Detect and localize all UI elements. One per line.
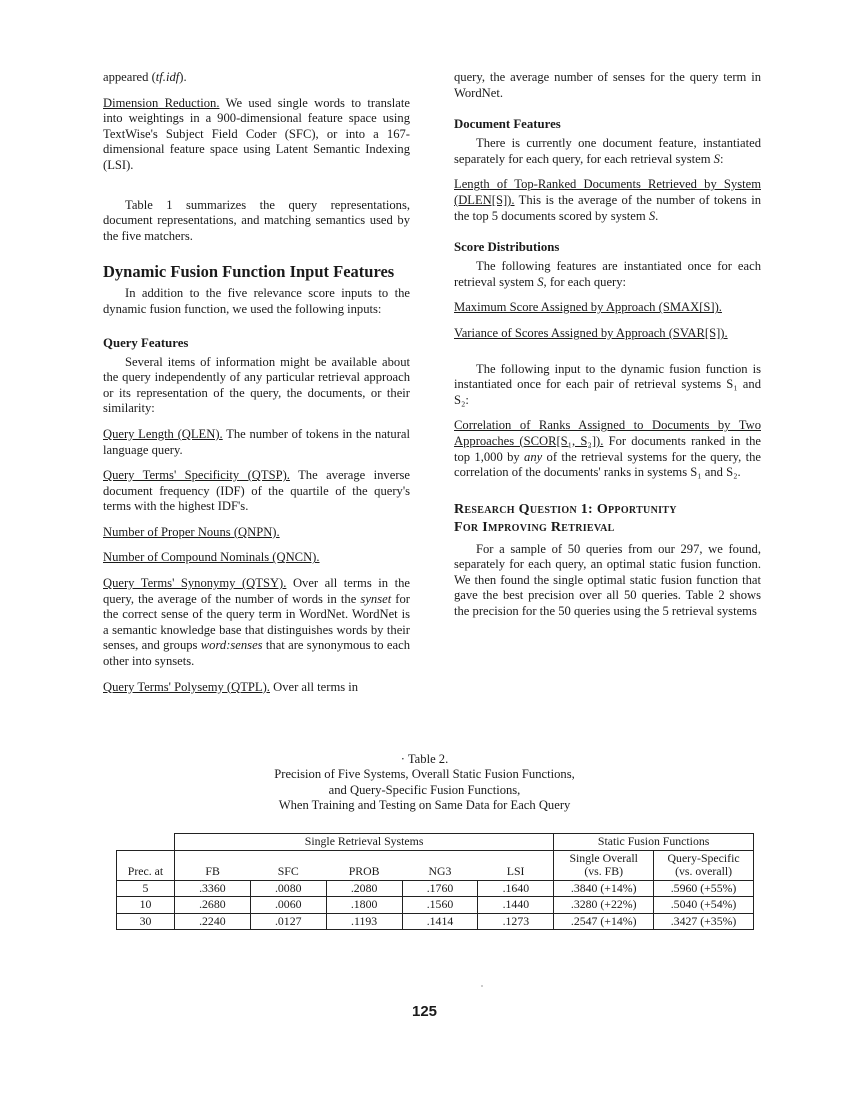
heading-score-distributions: Score Distributions xyxy=(454,240,560,255)
header-line: (vs. overall) xyxy=(675,864,733,878)
heading-query-features: Query Features xyxy=(103,335,189,350)
label-dimension-reduction: Dimension Reduction. xyxy=(103,95,220,110)
text: This is the average of the number of tokens in the top 5 documents scored by system xyxy=(454,192,761,223)
feature-smax: Maximum Score Assigned by Approach (SMAX[S]). xyxy=(454,300,722,315)
caption-line: and Query-Specific Fusion Functions, xyxy=(328,782,521,797)
feature-qtpl xyxy=(103,680,410,696)
paragraph-query-features: Several items of information might be available about the query independently of any particular retrieval approach or its representation of the query, the documents, or their similarity: xyxy=(103,354,410,416)
header-line: (vs. FB) xyxy=(584,864,624,878)
text: The following features are instantiated once for each retrieval system xyxy=(454,259,761,289)
header-query-specific xyxy=(654,850,754,880)
heading-research-question-1 xyxy=(454,501,761,537)
table-cell: .2547 (+14%) xyxy=(554,913,654,930)
table-cell: .2240 xyxy=(174,913,250,930)
header-line: Single Overall xyxy=(569,850,638,865)
feature-scor xyxy=(454,418,761,480)
text: The average inverse document frequency (IDF) of the quartile of the query's terms with the highest IDF's. xyxy=(103,468,411,514)
caption-line: · Table 2. xyxy=(400,752,449,766)
text: : xyxy=(719,151,724,166)
paragraph-tfidf xyxy=(103,70,410,86)
table-cell: .0080 xyxy=(250,880,326,897)
table-cell: .3427 (+35%) xyxy=(654,913,754,930)
group-single-retrieval: Single Retrieval Systems xyxy=(174,834,553,851)
table-cell: .2080 xyxy=(326,880,402,897)
paragraph-dimension-reduction xyxy=(103,96,410,174)
paragraph-qtpl-continued: query, the average number of senses for the query term in WordNet. xyxy=(454,70,761,100)
heading-line: Research Question 1: Opportunity xyxy=(454,501,677,517)
term-any: any xyxy=(524,449,543,464)
caption-line: Precision of Five Systems, Overall Static Fusion Functions, xyxy=(274,767,575,782)
text: appeared ( xyxy=(103,70,156,84)
table-cell: .1440 xyxy=(478,897,554,914)
label-scor: Correlation of Ranks Assigned to Documents by Two Approaches (SCOR[S₁, S₂]). xyxy=(454,418,761,448)
table-header-row xyxy=(117,850,754,880)
header-lsi: LSI xyxy=(478,850,554,880)
feature-dlen xyxy=(454,177,761,224)
heading-document-features: Document Features xyxy=(454,117,561,132)
text: for the correct sense of the query term in WordNet. WordNet is a semantic knowledge base that distinguishes words by their senses, and groups xyxy=(103,591,410,653)
text: that are synonymous to each other into synsets. xyxy=(103,638,410,669)
table-empty-cell xyxy=(117,834,175,851)
feature-qtsy xyxy=(103,576,410,670)
table-row xyxy=(117,913,754,930)
left-column xyxy=(103,70,410,705)
paragraph-document-features xyxy=(454,136,761,167)
var-s: S xyxy=(537,274,544,289)
text: ). xyxy=(179,70,187,84)
heading-dynamic-fusion: Dynamic Fusion Function Input Features xyxy=(103,262,395,282)
text: of the retrieval systems for the query, the correlation of the documents' ranks in systems S₁ and S₂. xyxy=(454,449,762,480)
table-row xyxy=(117,880,754,897)
text: , for each query: xyxy=(543,274,627,289)
text: The number of tokens in the natural language query. xyxy=(103,426,410,457)
label-qtsp: Query Terms' Specificity (QTSP). xyxy=(103,468,290,483)
heading-line: For Improving Retrieval xyxy=(454,519,615,535)
text: For documents ranked in the top 1,000 by xyxy=(454,433,761,464)
table-row xyxy=(117,897,754,914)
table-cell: .3360 xyxy=(174,880,250,897)
table-cell: .3840 (+14%) xyxy=(554,880,654,897)
text: . xyxy=(655,208,659,223)
table-cell: .2680 xyxy=(174,897,250,914)
table-group-header-row xyxy=(117,834,754,851)
var-s: S xyxy=(648,208,656,223)
feature-qnpn: Number of Proper Nouns (QNPN). xyxy=(103,524,280,539)
paragraph-score-distributions xyxy=(454,259,761,290)
paragraph-pair-input: The following input to the dynamic fusion function is instantiated once for each pair of retrieval systems S₁ and S₂: xyxy=(454,361,761,407)
table-caption xyxy=(0,752,849,814)
table-cell: .5040 (+54%) xyxy=(654,897,754,914)
label-qlen: Query Length (QLEN). xyxy=(103,426,223,441)
table-cell: .1760 xyxy=(402,880,478,897)
table-cell: .1800 xyxy=(326,897,402,914)
table-cell: .0060 xyxy=(250,897,326,914)
label-qtpl: Query Terms' Polysemy (QTPL). xyxy=(103,679,270,694)
table-cell: .1414 xyxy=(402,913,478,930)
header-sfc: SFC xyxy=(250,850,326,880)
label-dlen: Length of Top-Ranked Documents Retrieved by System (DLEN[S]). xyxy=(454,177,761,207)
term-synset: synset xyxy=(360,591,392,606)
scan-speck xyxy=(481,985,483,987)
group-static-fusion: Static Fusion Functions xyxy=(554,834,754,851)
table-cell: .1640 xyxy=(478,880,554,897)
header-fb: FB xyxy=(174,850,250,880)
header-ng3: NG3 xyxy=(402,850,478,880)
text: Over all terms in the query, the average of the number of words in the xyxy=(103,576,410,606)
right-column xyxy=(454,70,761,630)
text: We used single words to translate into weightings in a 900-dimensional feature space using TextWise's Subject Field Coder (SFC), or into a 167-dimensional feature space using Latent Semantic Indexing (LSI). xyxy=(103,95,410,172)
feature-svar: Variance of Scores Assigned by Approach (SVAR[S]). xyxy=(454,325,728,340)
page-number: 125 xyxy=(411,1003,438,1020)
label-qtsy: Query Terms' Synonymy (QTSY). xyxy=(103,576,287,591)
table-cell: .1193 xyxy=(326,913,402,930)
table-cell: .5960 (+55%) xyxy=(654,880,754,897)
paragraph-dynamic-fusion: In addition to the five relevance score inputs to the dynamic fusion function, we used the following inputs: xyxy=(103,286,410,316)
table-cell: .1560 xyxy=(402,897,478,914)
precision-table xyxy=(116,833,754,930)
table-cell: 30 xyxy=(117,913,175,930)
table-cell: 5 xyxy=(117,880,175,897)
term-wordsenses: word:senses xyxy=(200,638,263,653)
text: Over all terms in xyxy=(269,679,359,694)
table-cell: 10 xyxy=(117,897,175,914)
header-line: Query-Specific xyxy=(667,850,740,865)
table-cell: .0127 xyxy=(250,913,326,930)
var-s: S xyxy=(713,151,720,166)
header-prec-at: Prec. at xyxy=(117,850,175,880)
text: There is currently one document feature, instantiated separately for each query, for each retrieval system xyxy=(454,136,761,166)
header-prob: PROB xyxy=(326,850,402,880)
table-cell: .1273 xyxy=(478,913,554,930)
caption-line: When Training and Testing on Same Data for Each Query xyxy=(278,798,571,813)
term-tfidf: tf.idf xyxy=(155,70,180,84)
feature-qlen xyxy=(103,427,410,458)
feature-qncn: Number of Compound Nominals (QNCN). xyxy=(103,550,320,565)
paragraph-research-question-1: For a sample of 50 queries from our 297, we found, separately for each query, an optimal static fusion function. We then found the single optimal static fusion function that gave the best precision over all 50 queries. Table 2 shows the precision for the 50 queries using the 5 retrieval systems xyxy=(454,541,761,619)
table-cell: .3280 (+22%) xyxy=(554,897,654,914)
feature-qtsp xyxy=(103,468,410,515)
header-single-overall xyxy=(554,850,654,880)
paragraph-table1-summary: Table 1 summarizes the query representations, document representations, and matching semantics used by the five matchers. xyxy=(103,197,410,243)
